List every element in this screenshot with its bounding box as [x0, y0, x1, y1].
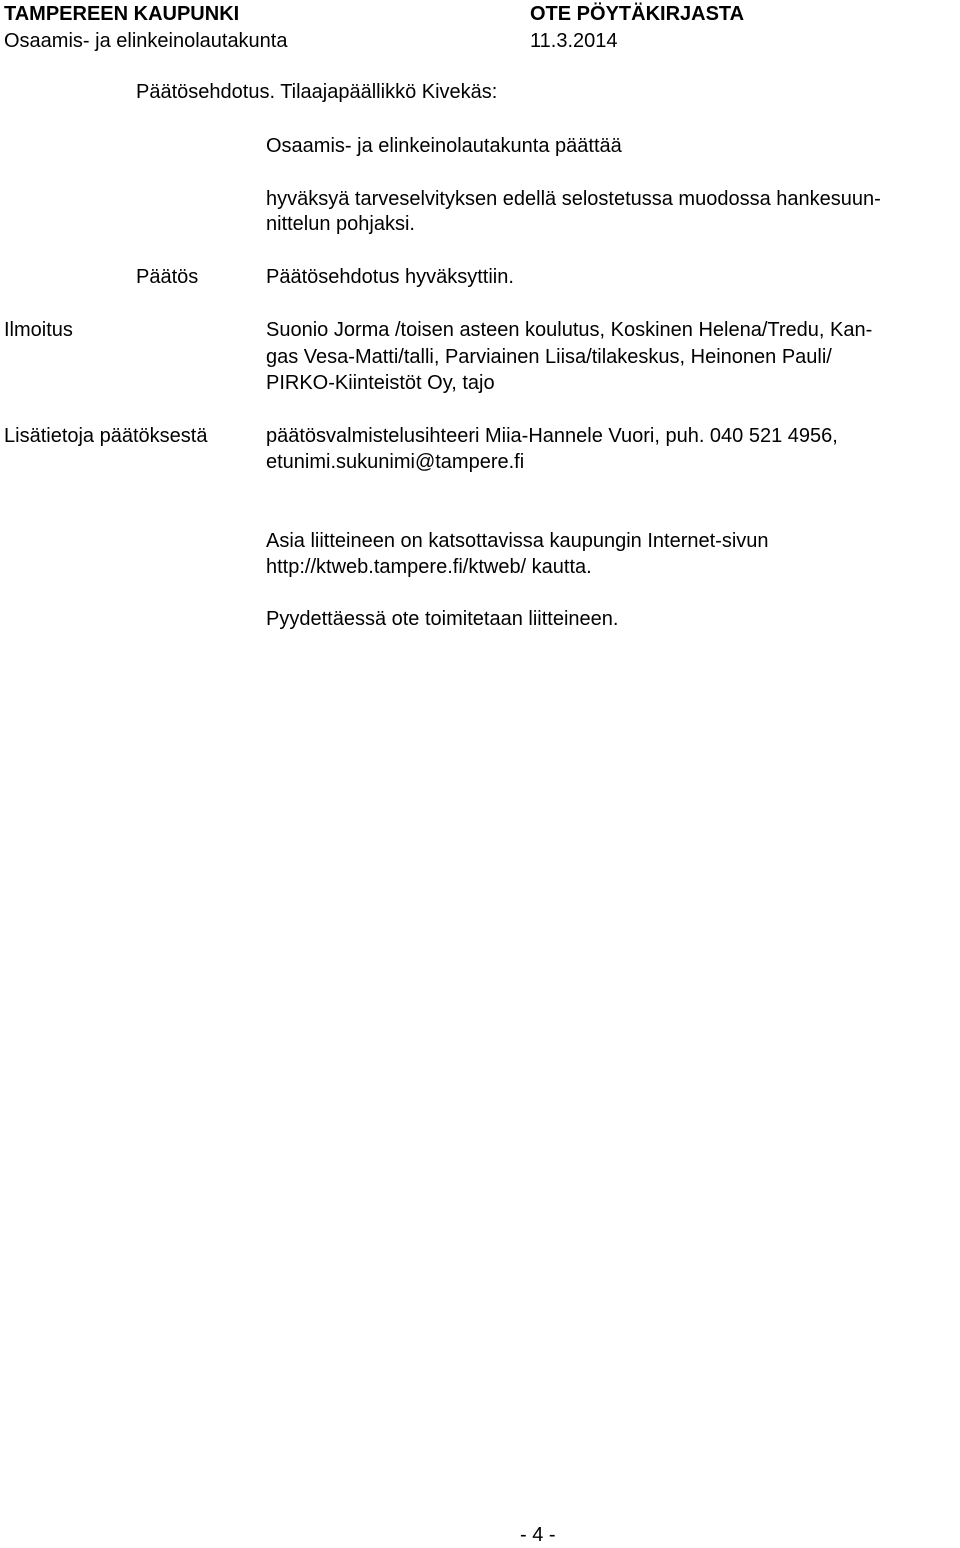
- proposal-heading: Päätösehdotus. Tilaajapäällikkö Kivekäs:: [136, 81, 498, 103]
- notice-label: Ilmoitus: [4, 319, 73, 341]
- proposal-body-line-2: nittelun pohjaksi.: [266, 213, 415, 235]
- proposal-intro: Osaamis- ja elinkeinolautakunta päättää: [266, 135, 622, 157]
- more-info-email: etunimi.sukunimi@tampere.fi: [266, 451, 525, 473]
- decision-label: Päätös: [136, 266, 199, 288]
- decision-text: Päätösehdotus hyväksyttiin.: [266, 266, 514, 288]
- attachments-link: http://ktweb.tampere.fi/ktweb/ kautta.: [266, 556, 592, 578]
- page-number: - 4 -: [520, 1524, 556, 1546]
- organization-name: TAMPEREEN KAUPUNKI: [4, 3, 240, 25]
- notice-line-3: PIRKO-Kiinteistöt Oy, tajo: [266, 372, 495, 394]
- more-info-label: Lisätietoja päätöksestä: [4, 425, 208, 447]
- more-info-line-1: päätösvalmistelusihteeri Miia-Hannele Vuori, puh. 040 521 4956,: [266, 425, 838, 447]
- document-type: OTE PÖYTÄKIRJASTA: [530, 3, 745, 25]
- attachments-request-note: Pyydettäessä ote toimitetaan liitteineen.: [266, 608, 619, 630]
- proposal-body-line-1: hyväksyä tarveselvityksen edellä selostetussa muodossa hankesuun-: [266, 188, 881, 210]
- attachments-line-1: Asia liitteineen on katsottavissa kaupungin Internet-sivun: [266, 530, 769, 552]
- notice-line-1: Suonio Jorma /toisen asteen koulutus, Koskinen Helena/Tredu, Kan-: [266, 319, 873, 341]
- committee-name: Osaamis- ja elinkeinolautakunta: [4, 30, 288, 52]
- meeting-date: 11.3.2014: [530, 30, 618, 52]
- notice-line-2: gas Vesa-Matti/talli, Parviainen Liisa/tilakeskus, Heinonen Pauli/: [266, 346, 832, 368]
